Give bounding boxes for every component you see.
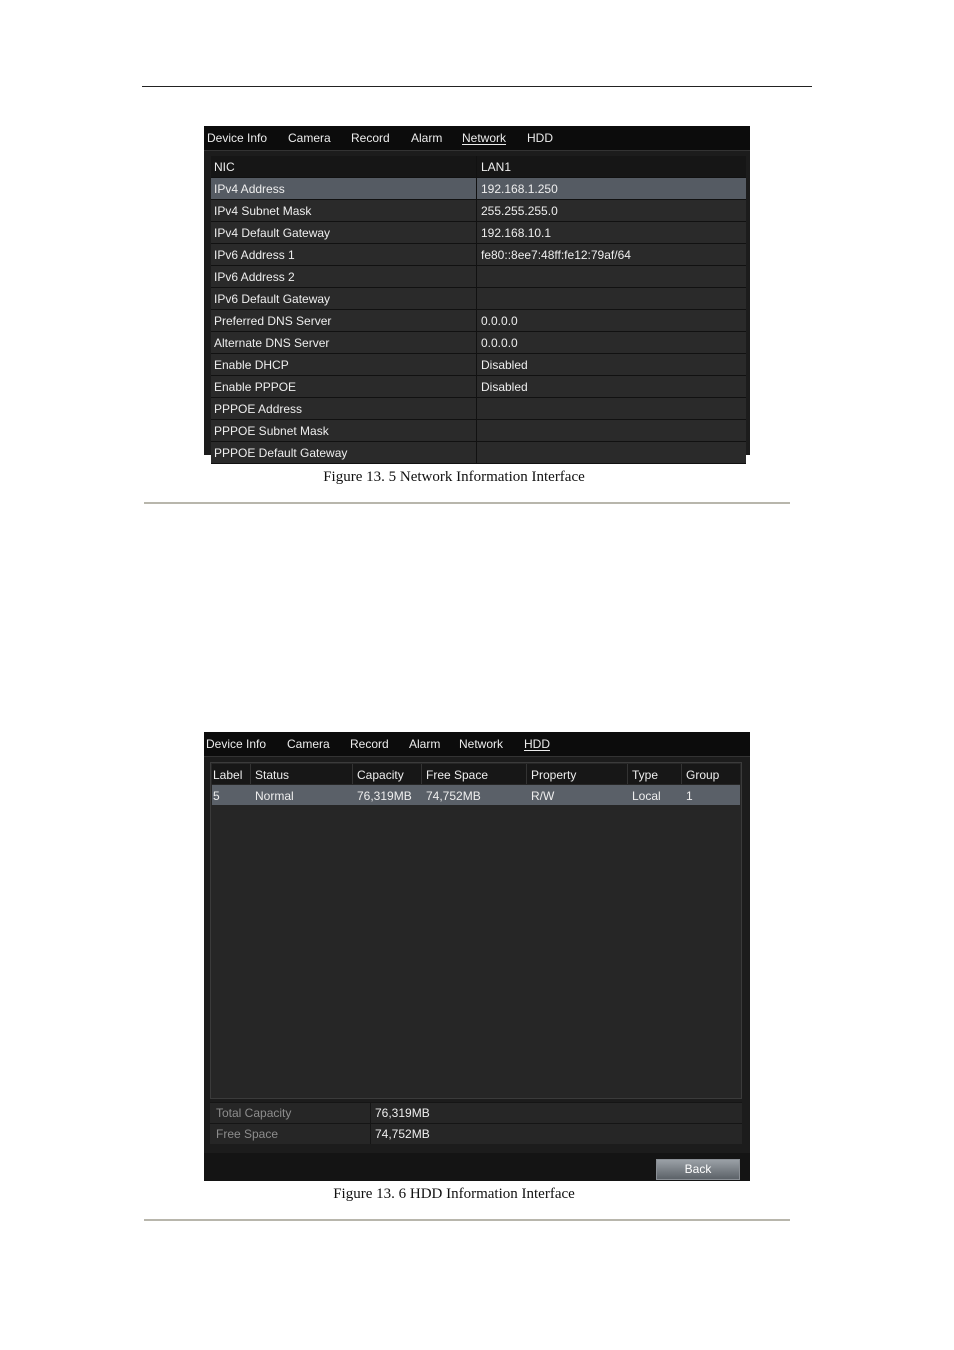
column-header-type: Type bbox=[632, 768, 659, 782]
total-capacity-value: 76,319MB bbox=[375, 1106, 430, 1120]
tab-record[interactable]: Record bbox=[351, 131, 390, 145]
table-row[interactable] bbox=[211, 222, 746, 244]
row-label: Enable PPPOE bbox=[214, 380, 297, 394]
network-info-panel bbox=[204, 126, 750, 460]
row-value: Disabled bbox=[481, 358, 528, 372]
figure-caption-hdd: Figure 13. 6 HDD Information Interface bbox=[333, 1186, 575, 1202]
row-label: IPv4 Address bbox=[214, 182, 285, 196]
tab-network[interactable]: Network bbox=[462, 131, 507, 145]
row-label: Preferred DNS Server bbox=[214, 314, 332, 328]
tab-record[interactable]: Record bbox=[350, 737, 389, 751]
free-space-value: 74,752MB bbox=[375, 1127, 430, 1141]
row-value: 0.0.0.0 bbox=[481, 336, 518, 350]
cell-status: Normal bbox=[255, 789, 294, 803]
tab-alarm[interactable]: Alarm bbox=[411, 131, 443, 145]
free-space-label: Free Space bbox=[216, 1127, 279, 1141]
table-row[interactable] bbox=[211, 332, 746, 354]
figure-caption-network: Figure 13. 5 Network Information Interface bbox=[323, 469, 585, 485]
total-capacity-row bbox=[210, 1102, 742, 1123]
bottom-button-bar bbox=[204, 1153, 750, 1181]
network-info-table bbox=[211, 156, 746, 464]
tab-alarm[interactable]: Alarm bbox=[409, 737, 441, 751]
table-row[interactable] bbox=[211, 310, 746, 332]
tab-device-info[interactable]: Device Info bbox=[206, 737, 267, 751]
row-value: fe80::8ee7:48ff:fe12:79af/64 bbox=[481, 248, 631, 262]
table-row[interactable] bbox=[211, 398, 746, 420]
row-value: 192.168.10.1 bbox=[481, 226, 552, 240]
network-tab-bar bbox=[204, 126, 750, 151]
table-row[interactable] bbox=[211, 244, 746, 266]
tab-network[interactable]: Network bbox=[459, 737, 504, 751]
nic-label: NIC bbox=[214, 160, 235, 174]
table-header-row bbox=[212, 764, 740, 784]
table-header-row bbox=[211, 156, 746, 178]
tab-camera[interactable]: Camera bbox=[287, 737, 330, 751]
tab-device-info[interactable]: Device Info bbox=[207, 131, 268, 145]
table-row[interactable] bbox=[211, 288, 746, 310]
row-label: IPv4 Subnet Mask bbox=[214, 204, 312, 218]
nic-value: LAN1 bbox=[481, 160, 512, 174]
table-row[interactable] bbox=[212, 785, 740, 805]
table-row[interactable] bbox=[211, 354, 746, 376]
cell-type: Local bbox=[632, 789, 661, 803]
row-label: PPPOE Default Gateway bbox=[214, 446, 348, 460]
total-capacity-label: Total Capacity bbox=[216, 1106, 292, 1120]
cell-property: R/W bbox=[531, 789, 555, 803]
row-label: IPv6 Default Gateway bbox=[214, 292, 331, 306]
table-row[interactable] bbox=[211, 442, 746, 464]
section-separator bbox=[144, 502, 790, 504]
tab-camera[interactable]: Camera bbox=[288, 131, 331, 145]
cell-free-space: 74,752MB bbox=[426, 789, 481, 803]
hdd-tab-bar bbox=[204, 732, 750, 757]
table-row[interactable] bbox=[211, 266, 746, 288]
row-label: PPPOE Address bbox=[214, 402, 303, 416]
column-header-group: Group bbox=[686, 768, 720, 782]
row-value: Disabled bbox=[481, 380, 528, 394]
cell-group: 1 bbox=[686, 789, 693, 803]
row-label: IPv6 Address 1 bbox=[214, 248, 295, 262]
row-value: 255.255.255.0 bbox=[481, 204, 558, 218]
page-header-rule bbox=[142, 86, 812, 87]
cell-capacity: 76,319MB bbox=[357, 789, 412, 803]
back-button[interactable]: Back bbox=[656, 1159, 740, 1180]
section-separator bbox=[144, 1219, 790, 1221]
row-label: IPv6 Address 2 bbox=[214, 270, 295, 284]
row-value: 0.0.0.0 bbox=[481, 314, 518, 328]
cell-label: 5 bbox=[213, 789, 220, 803]
column-header-free-space: Free Space bbox=[426, 768, 489, 782]
table-row[interactable] bbox=[211, 178, 746, 200]
tab-hdd[interactable]: HDD bbox=[527, 131, 553, 145]
row-label: Enable DHCP bbox=[214, 358, 289, 372]
tab-hdd[interactable]: HDD bbox=[524, 737, 550, 751]
hdd-list-table bbox=[210, 762, 742, 1099]
free-space-row bbox=[210, 1123, 742, 1144]
column-header-status: Status bbox=[255, 768, 290, 782]
row-label: IPv4 Default Gateway bbox=[214, 226, 331, 240]
row-label: PPPOE Subnet Mask bbox=[214, 424, 329, 438]
column-header-capacity: Capacity bbox=[357, 768, 404, 782]
table-row[interactable] bbox=[211, 420, 746, 442]
hdd-info-panel bbox=[204, 732, 750, 1181]
table-row[interactable] bbox=[211, 200, 746, 222]
column-header-property: Property bbox=[531, 768, 577, 782]
table-row[interactable] bbox=[211, 376, 746, 398]
row-label: Alternate DNS Server bbox=[214, 336, 330, 350]
row-value: 192.168.1.250 bbox=[481, 182, 558, 196]
column-header-label: Label bbox=[213, 768, 243, 782]
